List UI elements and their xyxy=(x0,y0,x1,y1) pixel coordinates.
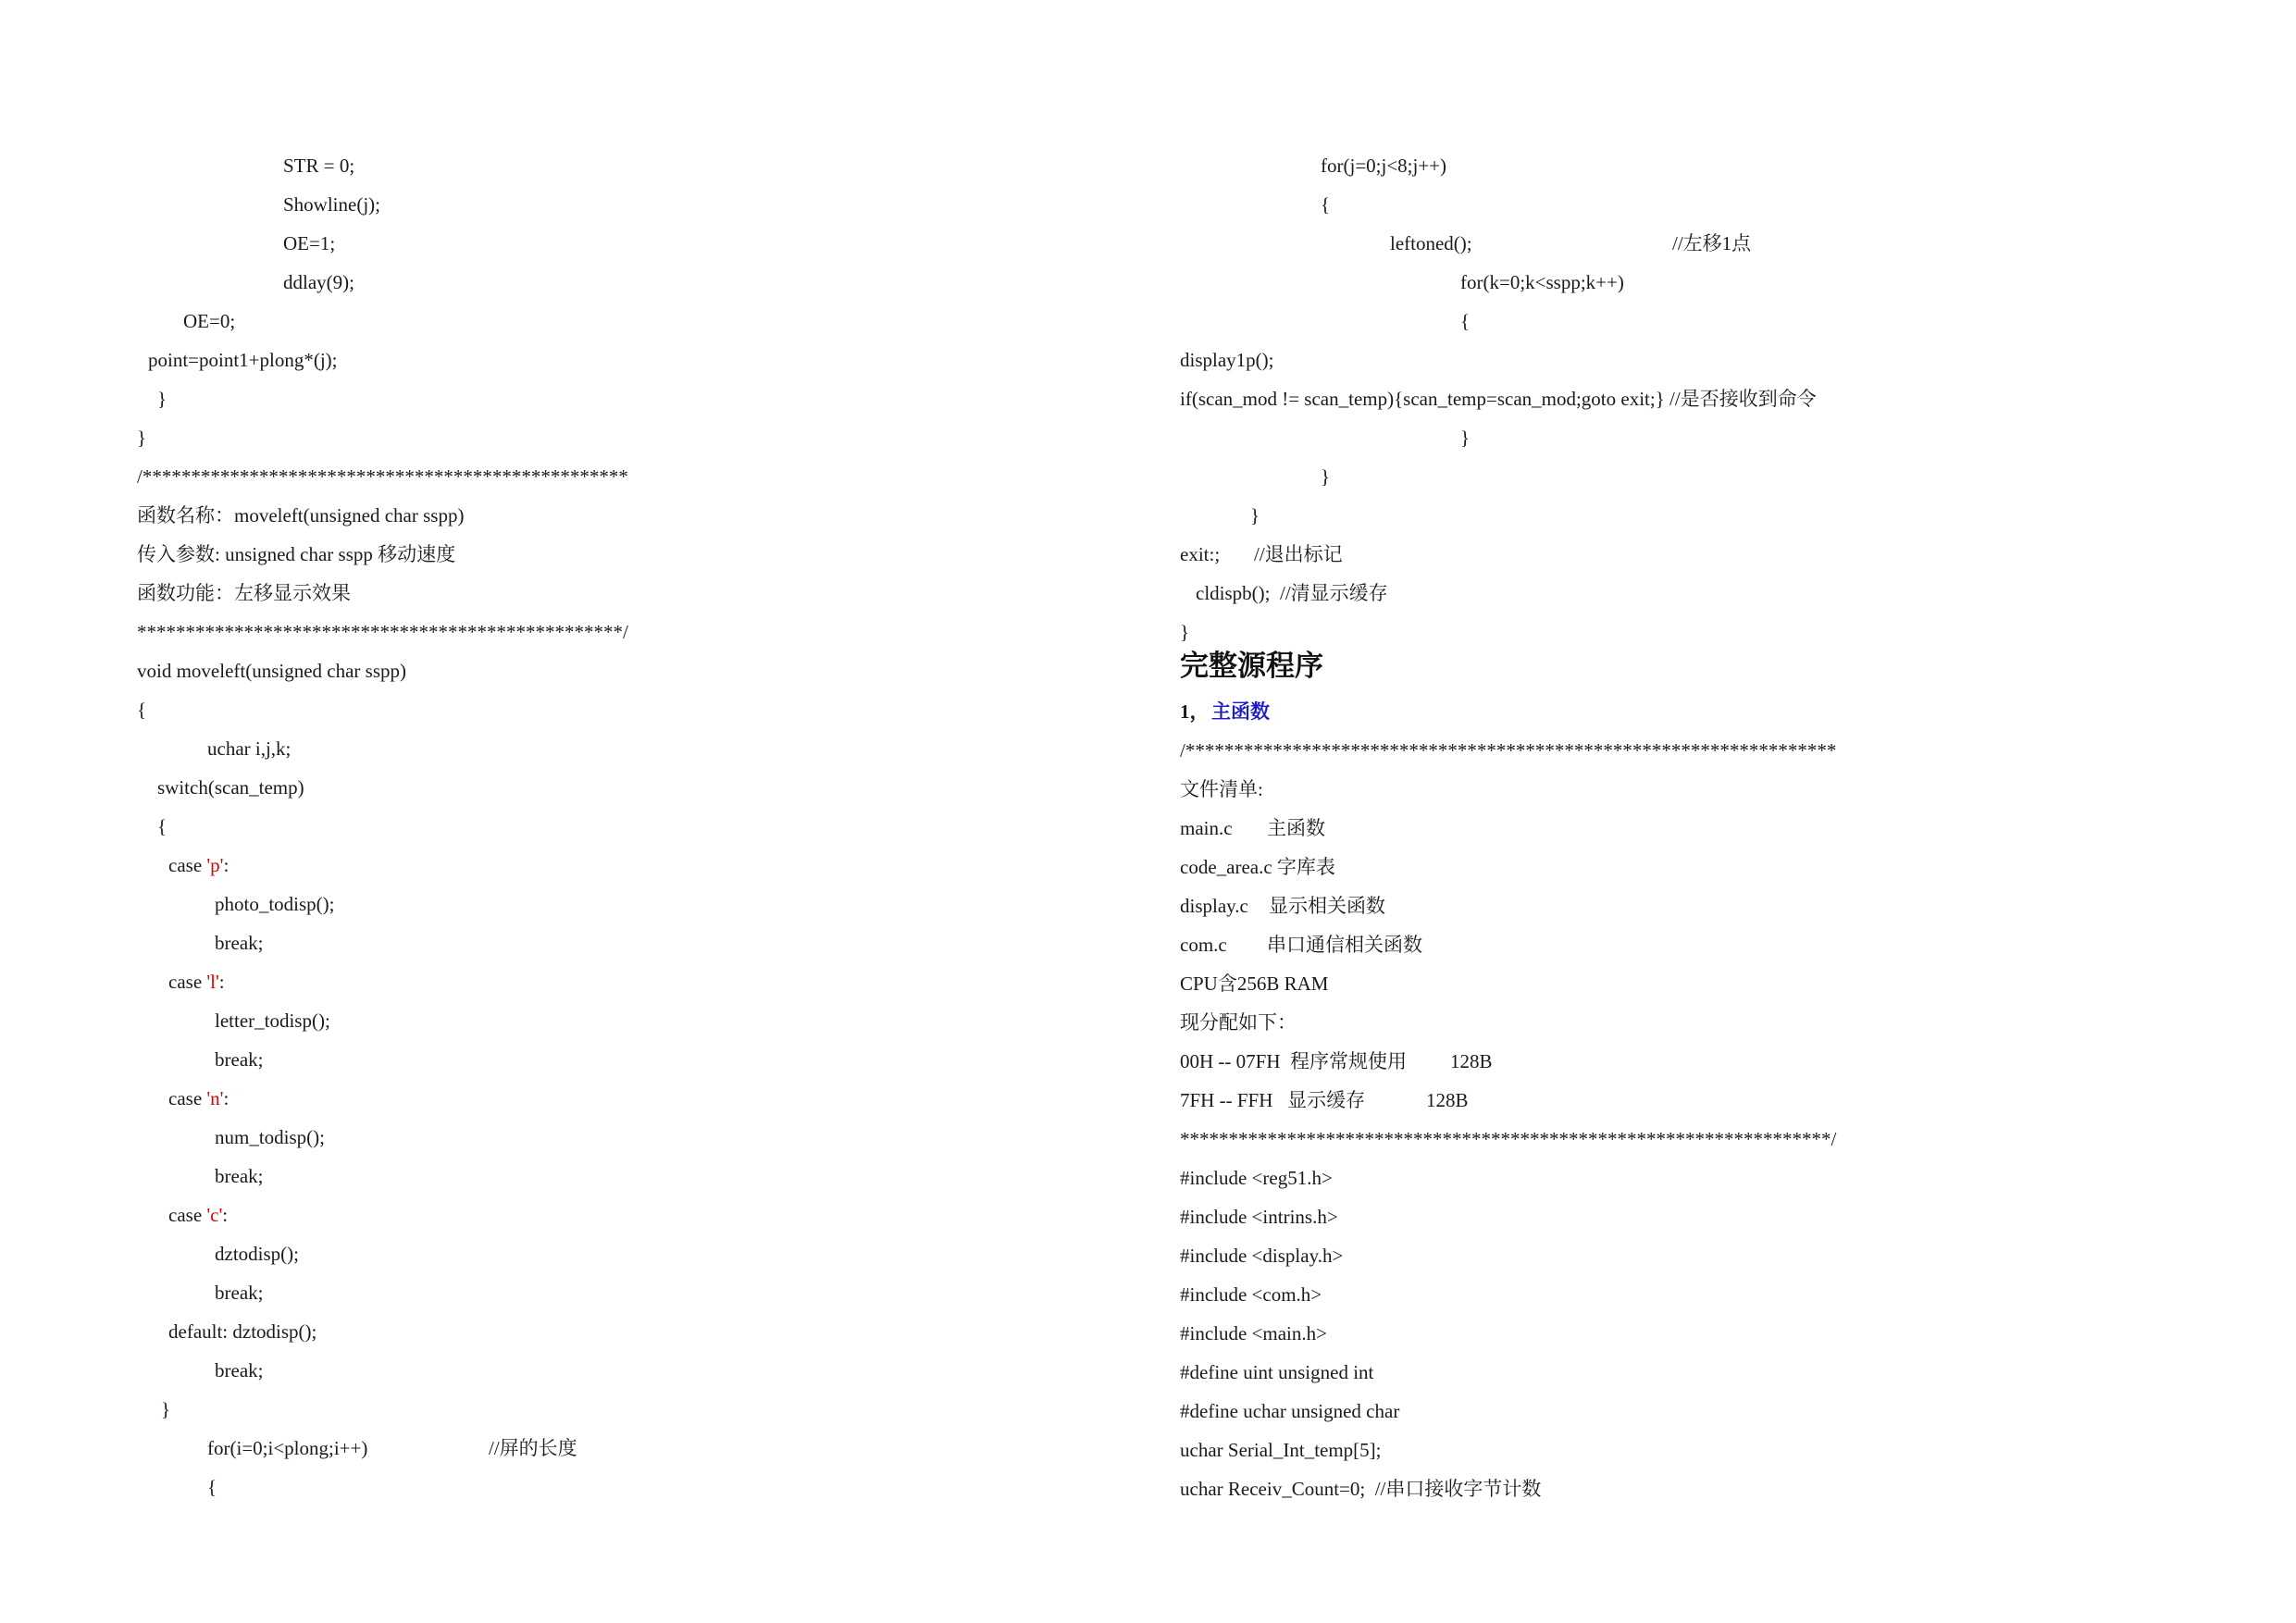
comment-line: CPU含256B RAM xyxy=(1180,973,1329,995)
code-line: display1p(); xyxy=(1180,349,1274,371)
code-comment: //退出标记 xyxy=(1254,543,1343,565)
code-line: OE=0; xyxy=(183,310,236,332)
code-line: uchar Serial_Int_temp[5]; xyxy=(1180,1439,1382,1461)
code-line: #include <main.h> xyxy=(1180,1322,1327,1344)
code-line: leftoned(); xyxy=(1390,232,1472,254)
code-line: break; xyxy=(215,1165,264,1187)
comment-line: **************************************************/ xyxy=(137,621,628,643)
comment-line: 文件清单: xyxy=(1180,778,1263,800)
comment-line: 函数功能：左移显示效果 xyxy=(137,582,351,604)
code-line: ddlay(9); xyxy=(283,271,354,293)
comment-line: 函数名称：moveleft(unsigned char sspp) xyxy=(137,504,465,527)
comment-line: 128B xyxy=(1450,1050,1493,1072)
code-line: } xyxy=(1250,504,1260,527)
code-line: for(k=0;k<sspp;k++) xyxy=(1460,271,1624,293)
comment-line: display.c xyxy=(1180,895,1248,917)
code-line: break; xyxy=(215,932,264,954)
case-char: 'c' xyxy=(206,1204,223,1226)
code-line: { xyxy=(1321,193,1331,216)
code-line: } xyxy=(137,427,147,449)
function-signature: void moveleft(unsigned char sspp) xyxy=(137,660,407,682)
code-line: switch(scan_temp) xyxy=(157,776,304,799)
section-heading: 完整源程序 xyxy=(1180,650,1323,682)
subsection-link[interactable]: 主函数 xyxy=(1211,700,1270,723)
comment-line: com.c xyxy=(1180,934,1227,956)
code-line: #include <reg51.h> xyxy=(1180,1167,1333,1189)
code-line: } xyxy=(1321,465,1331,488)
comment-line: code_area.c 字库表 xyxy=(1180,856,1335,878)
comment-line: 主函数 xyxy=(1267,817,1325,839)
code-line: for(i=0;i<plong;i++) xyxy=(207,1437,368,1459)
code-line: } xyxy=(1180,621,1190,643)
code-line: if(scan_mod != scan_temp){scan_temp=scan_mod;goto exit;} //是否接收到命令 xyxy=(1180,388,1817,410)
code-line: dztodisp(); xyxy=(215,1243,299,1265)
code-line: #include <intrins.h> xyxy=(1180,1206,1338,1228)
code-line: #define uint unsigned int xyxy=(1180,1361,1374,1383)
code-comment: //屏的长度 xyxy=(489,1437,577,1459)
code-line: point=point1+plong*(j); xyxy=(148,349,338,371)
case-char: 'p' xyxy=(206,854,224,876)
comment-line: 显示相关函数 xyxy=(1269,895,1385,917)
comment-line: /******************************************************************* xyxy=(1180,739,1837,762)
code-line: photo_todisp(); xyxy=(215,893,335,915)
code-line: break; xyxy=(215,1282,264,1304)
code-line: } xyxy=(157,388,168,410)
code-line: exit:; xyxy=(1180,543,1221,565)
code-comment: //左移1点 xyxy=(1672,232,1752,254)
code-line: for(j=0;j<8;j++) xyxy=(1321,155,1447,177)
code-line: break; xyxy=(215,1048,264,1071)
case-line: case 'p': xyxy=(168,854,230,876)
code-line: { xyxy=(207,1476,217,1498)
code-line: } xyxy=(1460,427,1471,449)
code-line: { xyxy=(157,815,168,837)
code-line: default: dztodisp(); xyxy=(168,1320,317,1343)
case-line: case 'l': xyxy=(168,971,225,993)
case-char: 'l' xyxy=(206,971,219,993)
code-line: uchar Receiv_Count=0; //串口接收字节计数 xyxy=(1180,1478,1542,1500)
comment-line: 7FH -- FFH 显示缓存 xyxy=(1180,1089,1366,1111)
case-line: case 'n': xyxy=(168,1087,230,1109)
comment-line: 传入参数: unsigned char sspp 移动速度 xyxy=(137,543,456,565)
comment-line: main.c xyxy=(1180,817,1233,839)
comment-line: 00H -- 07FH 程序常规使用 xyxy=(1180,1050,1407,1072)
code-line: #define uchar unsigned char xyxy=(1180,1400,1400,1422)
code-line: cldispb(); //清显示缓存 xyxy=(1196,582,1388,604)
comment-line: /************************************************** xyxy=(137,465,628,488)
code-line: num_todisp(); xyxy=(215,1126,325,1148)
code-line: OE=1; xyxy=(283,232,336,254)
code-line: Showline(j); xyxy=(283,193,380,216)
comment-line: 128B xyxy=(1426,1089,1469,1111)
code-line: break; xyxy=(215,1359,264,1381)
code-line: STR = 0; xyxy=(283,155,355,177)
code-line: uchar i,j,k; xyxy=(207,737,292,760)
comment-line: 现分配如下： xyxy=(1180,1011,1297,1034)
code-line: { xyxy=(137,699,147,721)
code-line: letter_todisp(); xyxy=(215,1010,330,1032)
code-line: #include <display.h> xyxy=(1180,1245,1344,1267)
code-line: #include <com.h> xyxy=(1180,1283,1322,1306)
code-line: { xyxy=(1460,310,1471,332)
case-line: case 'c': xyxy=(168,1204,229,1226)
comment-line: *******************************************************************/ xyxy=(1180,1128,1837,1150)
code-line: } xyxy=(161,1398,171,1420)
subsection-number: 1， xyxy=(1180,700,1210,723)
case-char: 'n' xyxy=(206,1087,224,1109)
comment-line: 串口通信相关函数 xyxy=(1267,934,1422,956)
